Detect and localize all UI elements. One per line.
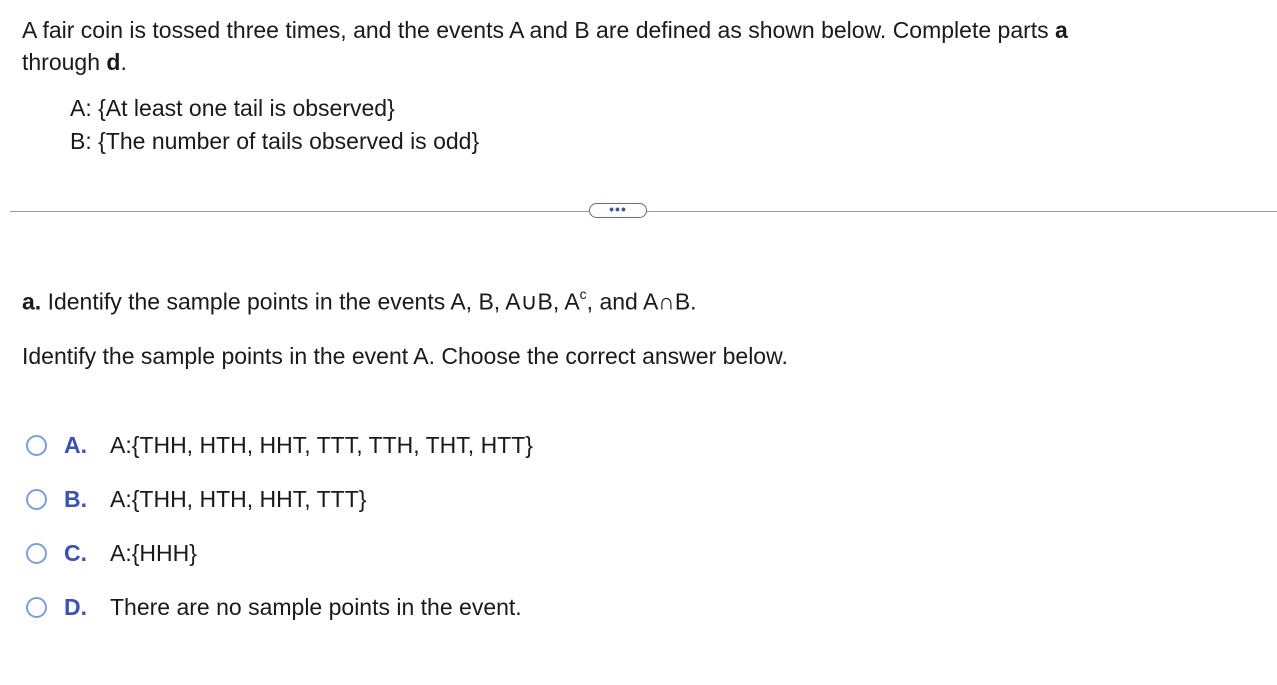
intro-part-start: a [1055,17,1068,43]
option-d[interactable] [26,580,533,634]
part-a-text: Identify the sample points in the events A, B, A∪B, A [41,288,580,315]
part-a-label: a. [22,288,42,315]
part-a-text-end: , and A∩B. [586,288,697,315]
option-letter: D. [64,593,87,620]
radio-button[interactable] [26,489,47,510]
event-a-definition: A: {At least one tail is observed} [70,95,395,121]
option-letter: A. [64,431,87,458]
radio-button[interactable] [26,435,47,456]
option-b[interactable] [26,472,533,526]
option-letter: C. [64,539,87,566]
complement-superscript: c [579,286,587,302]
expand-more-button[interactable] [589,200,647,218]
intro-part-end: d [106,49,121,75]
option-text: A:{THH, HTH, HHT, TTT} [110,485,367,512]
instruction-text: Identify the sample points in the event A. Choose the correct answer below. [22,343,788,369]
radio-button[interactable] [26,597,47,618]
part-a-prompt [22,280,697,318]
intro-text: A fair coin is tossed three times, and the events A and B are defined as shown below. Complete parts [22,17,1056,43]
intro-period: . [120,49,127,75]
ellipsis-icon: ••• [609,200,627,217]
event-b-definition: B: {The number of tails observed is odd} [70,128,480,154]
answer-options [26,418,533,634]
event-definitions [70,92,479,158]
option-text: There are no sample points in the event. [110,593,522,620]
option-text: A:{HHH} [110,539,197,566]
option-letter: B. [64,485,87,512]
option-text: A:{THH, HTH, HHT, TTT, TTH, THT, HTT} [110,431,533,458]
option-a[interactable] [26,418,533,472]
question-intro: A fair coin is tossed three times, and the events A and B are defined as shown below. Complete parts a through d. [22,17,1068,75]
radio-button[interactable] [26,543,47,564]
option-c[interactable] [26,526,533,580]
